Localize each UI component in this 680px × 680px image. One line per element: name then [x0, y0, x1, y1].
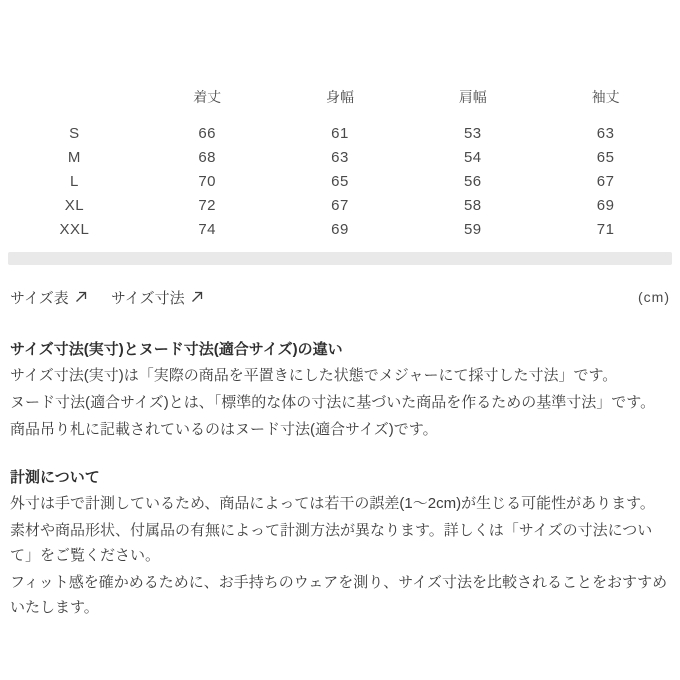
size-chart-link[interactable] — [10, 287, 87, 308]
cell-value: 68 — [198, 148, 217, 166]
paragraph: サイズ寸法(実寸)は「実際の商品を平置きにした状態でメジャーにて採寸した寸法」です。 — [10, 367, 618, 384]
size-table-body — [8, 121, 672, 241]
size-dimensions-link[interactable] — [111, 287, 203, 308]
size-table — [8, 87, 672, 241]
cell-value: 66 — [198, 124, 217, 142]
section-body — [10, 363, 670, 442]
size-table-header — [8, 87, 672, 121]
cell-value: 65 — [596, 148, 615, 166]
unit-label: (cm) — [638, 289, 670, 305]
size-label: XXL — [59, 220, 90, 238]
column-header-shoulder-width: 肩幅 — [458, 89, 487, 105]
cell-value: 71 — [596, 220, 615, 238]
table-row-xl — [8, 193, 672, 217]
cell-value: 72 — [198, 196, 217, 214]
paragraph: 外寸は手で計測しているため、商品によっては若干の誤差(1〜2cm)が生じる可能性があります。 — [10, 495, 655, 512]
cell-value: 67 — [596, 172, 615, 190]
header-row — [8, 87, 672, 121]
table-row-m — [8, 145, 672, 169]
section-heading: サイズ寸法(実寸)とヌード寸法(適合サイズ)の違い — [10, 341, 343, 358]
cell-value: 63 — [331, 148, 349, 166]
section-size-dimension-difference — [0, 338, 680, 442]
cell-value: 59 — [463, 220, 482, 238]
cell-value: 69 — [331, 220, 349, 238]
cell-value: 63 — [596, 124, 615, 142]
size-label: L — [69, 172, 79, 190]
cell-value: 53 — [463, 124, 482, 142]
paragraph: 素材や商品形状、付属品の有無によって計測方法が異なります。詳しくは「サイズの寸法について」をご覧ください。 — [10, 522, 653, 564]
cell-value: 58 — [463, 196, 482, 214]
column-header-body-width: 身幅 — [325, 89, 354, 105]
cell-value: 61 — [331, 124, 349, 142]
section-body — [10, 491, 670, 620]
table-row-xxl — [8, 217, 672, 241]
cell-value: 65 — [331, 172, 349, 190]
table-row-l — [8, 169, 672, 193]
external-link-arrow-icon — [191, 291, 203, 303]
cell-value: 69 — [596, 196, 615, 214]
cell-value: 54 — [463, 148, 482, 166]
size-dimensions-link-label: サイズ寸法 — [110, 289, 185, 307]
size-chart-link-label: サイズ表 — [10, 289, 69, 307]
column-header-body-length: 着丈 — [193, 89, 222, 105]
table-row-s — [8, 121, 672, 145]
size-label: S — [69, 124, 80, 142]
links-row — [0, 286, 680, 308]
external-link-arrow-icon — [75, 291, 87, 303]
cell-value: 70 — [198, 172, 217, 190]
paragraph: フィット感を確かめるために、お手持ちのウェアを測り、サイズ寸法を比較されることをおすすめいたします。 — [10, 574, 668, 616]
cell-value: 67 — [331, 196, 349, 214]
paragraph: ヌード寸法(適合サイズ)とは、「標準的な体の寸法に基づいた商品を作るための基準寸法」です。 — [10, 394, 656, 411]
size-label: XL — [64, 196, 85, 214]
cell-value: 74 — [198, 220, 217, 238]
size-label: M — [67, 148, 81, 166]
size-column-header — [8, 87, 141, 121]
section-about-measurement — [0, 466, 680, 620]
section-heading: 計測について — [10, 469, 100, 486]
paragraph: 商品吊り札に記載されているのはヌード寸法(適合サイズ)です。 — [10, 421, 438, 438]
column-header-sleeve-length: 袖丈 — [591, 89, 620, 105]
horizontal-scrollbar[interactable] — [8, 252, 672, 265]
cell-value: 56 — [463, 172, 482, 190]
